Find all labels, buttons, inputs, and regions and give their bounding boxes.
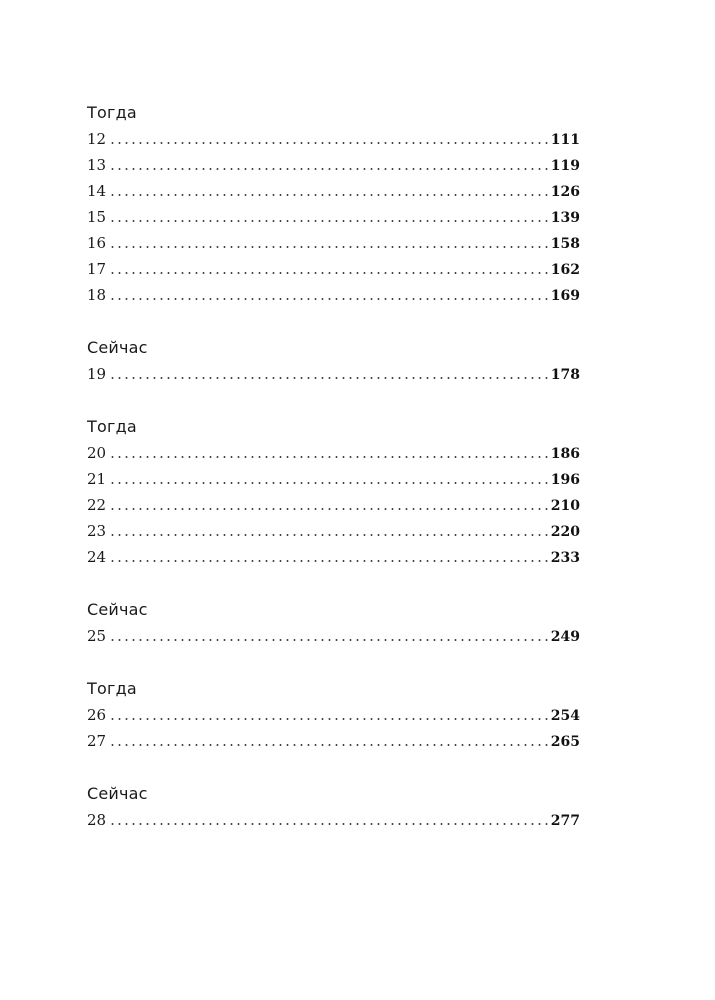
section-title: Сейчас [87, 784, 148, 803]
chapter-number: 19 [87, 365, 107, 383]
page-number: 249 [550, 629, 580, 645]
toc-entry[interactable] [87, 178, 580, 204]
dot-leader [109, 744, 548, 746]
dot-leader [109, 560, 548, 562]
toc-entry[interactable] [87, 518, 580, 544]
chapter-number: 24 [87, 548, 107, 566]
toc-entry[interactable] [87, 126, 580, 152]
page-number: 254 [550, 708, 580, 724]
page-number: 196 [550, 472, 580, 488]
dot-leader [109, 718, 548, 720]
chapter-number: 27 [87, 732, 107, 750]
chapter-number: 13 [87, 156, 107, 174]
dot-leader [109, 194, 548, 196]
section-title: Тогда [87, 417, 137, 436]
page-number: 233 [550, 550, 580, 566]
dot-leader [109, 220, 548, 222]
page-number: 265 [550, 734, 580, 750]
toc-section [87, 781, 580, 833]
page-number: 210 [550, 498, 580, 514]
chapter-number: 22 [87, 496, 107, 514]
chapter-number: 25 [87, 627, 107, 645]
dot-leader [109, 482, 548, 484]
toc-entry[interactable] [87, 728, 580, 754]
page-number: 119 [550, 158, 580, 174]
toc-entry[interactable] [87, 544, 580, 570]
toc-section [87, 597, 580, 649]
page-number: 139 [550, 210, 580, 226]
chapter-number: 14 [87, 182, 107, 200]
toc-section [87, 676, 580, 754]
dot-leader [109, 246, 548, 248]
section-title: Тогда [87, 679, 137, 698]
page-number: 158 [550, 236, 580, 252]
toc-entry[interactable] [87, 440, 580, 466]
chapter-number: 17 [87, 260, 107, 278]
toc-entry[interactable] [87, 623, 580, 649]
page-number: 111 [550, 132, 580, 148]
page-number: 178 [550, 367, 580, 383]
toc-entry[interactable] [87, 204, 580, 230]
table-of-contents [87, 100, 580, 860]
page-number: 126 [550, 184, 580, 200]
dot-leader [109, 508, 548, 510]
toc-section [87, 100, 580, 308]
page-number: 169 [550, 288, 580, 304]
dot-leader [109, 272, 548, 274]
chapter-number: 18 [87, 286, 107, 304]
toc-entry[interactable] [87, 702, 580, 728]
dot-leader [109, 142, 548, 144]
toc-entry[interactable] [87, 466, 580, 492]
chapter-number: 16 [87, 234, 107, 252]
section-title: Сейчас [87, 600, 148, 619]
toc-entry[interactable] [87, 361, 580, 387]
chapter-number: 21 [87, 470, 107, 488]
chapter-number: 15 [87, 208, 107, 226]
page-number: 186 [550, 446, 580, 462]
chapter-number: 26 [87, 706, 107, 724]
dot-leader [109, 639, 548, 641]
dot-leader [109, 823, 548, 825]
chapter-number: 12 [87, 130, 107, 148]
dot-leader [109, 377, 548, 379]
toc-section [87, 414, 580, 570]
toc-entry[interactable] [87, 230, 580, 256]
toc-entry[interactable] [87, 282, 580, 308]
section-title: Сейчас [87, 338, 148, 357]
toc-entry[interactable] [87, 256, 580, 282]
page-number: 162 [550, 262, 580, 278]
section-title: Тогда [87, 103, 137, 122]
chapter-number: 20 [87, 444, 107, 462]
chapter-number: 28 [87, 811, 107, 829]
page-number: 220 [550, 524, 580, 540]
dot-leader [109, 298, 548, 300]
toc-entry[interactable] [87, 152, 580, 178]
dot-leader [109, 534, 548, 536]
toc-section [87, 335, 580, 387]
toc-entry[interactable] [87, 492, 580, 518]
chapter-number: 23 [87, 522, 107, 540]
toc-entry[interactable] [87, 807, 580, 833]
dot-leader [109, 168, 548, 170]
dot-leader [109, 456, 548, 458]
page-number: 277 [550, 813, 580, 829]
